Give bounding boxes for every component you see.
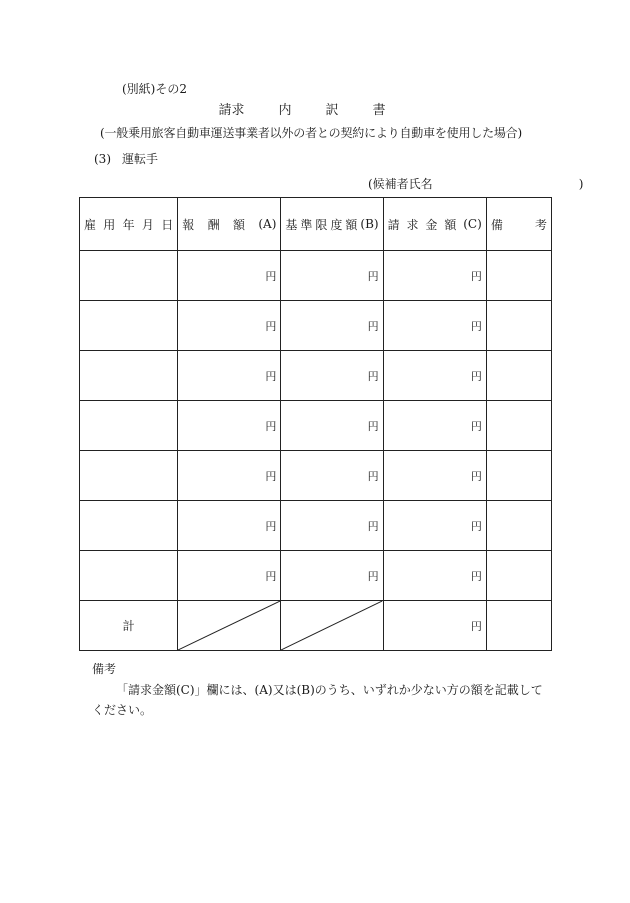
total-remarks[interactable] — [486, 601, 551, 651]
header-part: 用 — [103, 217, 116, 232]
candidate-name-field — [368, 175, 583, 192]
cell-remarks[interactable] — [486, 351, 551, 401]
table-row — [80, 501, 552, 551]
claim-breakdown-table — [79, 197, 552, 651]
header-part: 額 — [345, 217, 358, 232]
table-row — [80, 251, 552, 301]
header-part: 年 — [122, 217, 135, 232]
diagonal-strike — [178, 601, 280, 650]
header-part: 度 — [330, 217, 343, 232]
table-body — [80, 251, 552, 651]
cell-limit-b[interactable] — [281, 451, 383, 501]
header-part: 求 — [406, 217, 419, 232]
cell-claim-c[interactable] — [383, 401, 486, 451]
cell-remarks[interactable] — [486, 451, 551, 501]
header-part: 日 — [161, 217, 174, 232]
yen-unit: 円 — [265, 569, 277, 583]
notes-text: 「請求金額(C)」欄には、(A)又は(B)のうち、いずれか少ない方の額を記載してください。 — [92, 683, 543, 717]
header-part: 準 — [300, 217, 313, 232]
total-claim-c[interactable] — [383, 601, 486, 651]
header-part: 額 — [232, 217, 245, 232]
header-part: 基 — [285, 217, 298, 232]
cell-claim-c[interactable] — [383, 301, 486, 351]
title-char: 求 — [231, 103, 245, 118]
header-remuneration-a — [178, 198, 281, 251]
header-claim-c — [383, 198, 486, 251]
cell-limit-b[interactable] — [281, 251, 383, 301]
cell-remarks[interactable] — [486, 551, 551, 601]
cell-limit-b[interactable] — [281, 501, 383, 551]
yen-unit: 円 — [367, 269, 379, 283]
cell-remuneration-a[interactable] — [178, 501, 281, 551]
yen-unit: 円 — [367, 369, 379, 383]
notes-heading: 備考 — [92, 662, 117, 676]
cell-employment-date[interactable] — [80, 401, 178, 451]
header-part: 額 — [444, 217, 457, 232]
cell-claim-c[interactable] — [383, 501, 486, 551]
yen-unit: 円 — [470, 569, 482, 583]
title-char: 書 — [372, 103, 386, 118]
header-part: (B) — [360, 217, 379, 231]
header-part: 金 — [425, 217, 438, 232]
header-part: 酬 — [207, 217, 220, 232]
cell-employment-date[interactable] — [80, 301, 178, 351]
yen-unit: 円 — [265, 269, 277, 283]
cell-limit-b[interactable] — [281, 551, 383, 601]
header-employment-date — [80, 198, 178, 251]
cell-remuneration-a[interactable] — [178, 251, 281, 301]
yen-unit: 円 — [470, 419, 482, 433]
cell-remuneration-a[interactable] — [178, 551, 281, 601]
section-number: (3) — [94, 152, 111, 166]
header-part: (A) — [258, 217, 277, 231]
header-part: 報 — [182, 217, 195, 232]
table-row — [80, 351, 552, 401]
yen-unit: 円 — [367, 419, 379, 433]
cell-remarks[interactable] — [486, 501, 551, 551]
section-heading — [94, 150, 158, 167]
cell-employment-date[interactable] — [80, 501, 178, 551]
yen-unit: 円 — [470, 469, 482, 483]
cell-remarks[interactable] — [486, 301, 551, 351]
yen-unit: 円 — [265, 419, 277, 433]
cell-remuneration-a[interactable] — [178, 301, 281, 351]
cell-employment-date[interactable] — [80, 351, 178, 401]
header-part: 限 — [315, 217, 328, 232]
yen-unit: 円 — [265, 319, 277, 333]
cell-employment-date[interactable] — [80, 551, 178, 601]
cell-claim-c[interactable] — [383, 351, 486, 401]
yen-unit: 円 — [470, 319, 482, 333]
yen-unit: 円 — [470, 619, 482, 633]
candidate-label: (候補者氏名 — [368, 177, 433, 191]
section-label: 運転手 — [122, 152, 159, 166]
cell-remuneration-a[interactable] — [178, 451, 281, 501]
title-char: 訳 — [325, 103, 339, 118]
total-label: 計 — [122, 619, 135, 633]
document-subtitle: (一般乗用旅客自動車運送事業者以外の者との契約により自動車を使用した場合) — [100, 126, 522, 140]
title-char: 請 — [218, 103, 232, 118]
cell-limit-b[interactable] — [281, 351, 383, 401]
yen-unit: 円 — [367, 569, 379, 583]
yen-unit: 円 — [470, 519, 482, 533]
table-row — [80, 551, 552, 601]
header-part: 月 — [141, 217, 154, 232]
yen-unit: 円 — [367, 469, 379, 483]
annex-label: (別紙)その2 — [122, 82, 187, 96]
yen-unit: 円 — [367, 319, 379, 333]
cell-claim-c[interactable] — [383, 251, 486, 301]
header-part: 雇 — [84, 217, 97, 232]
cell-limit-b[interactable] — [281, 401, 383, 451]
document-title — [0, 99, 630, 118]
header-part: 考 — [534, 217, 547, 232]
cell-claim-c[interactable] — [383, 551, 486, 601]
yen-unit: 円 — [367, 519, 379, 533]
total-row — [80, 601, 552, 651]
table-row — [80, 301, 552, 351]
cell-employment-date[interactable] — [80, 251, 178, 301]
yen-unit: 円 — [265, 519, 277, 533]
cell-remarks[interactable] — [486, 401, 551, 451]
cell-remarks[interactable] — [486, 251, 551, 301]
table-row — [80, 401, 552, 451]
cell-remuneration-a[interactable] — [178, 401, 281, 451]
total-limit-slash — [281, 601, 383, 651]
cell-claim-c[interactable] — [383, 451, 486, 501]
diagonal-strike — [281, 601, 382, 650]
candidate-close: ) — [578, 177, 584, 191]
cell-employment-date[interactable] — [80, 451, 178, 501]
header-part: 備 — [490, 217, 503, 232]
yen-unit: 円 — [470, 369, 482, 383]
header-part: (C) — [463, 217, 482, 231]
yen-unit: 円 — [265, 469, 277, 483]
total-remuneration-slash — [178, 601, 281, 651]
cell-limit-b[interactable] — [281, 301, 383, 351]
yen-unit: 円 — [265, 369, 277, 383]
title-char: 内 — [278, 103, 292, 118]
header-remarks — [486, 198, 551, 251]
yen-unit: 円 — [470, 269, 482, 283]
cell-remuneration-a[interactable] — [178, 351, 281, 401]
total-label-cell — [80, 601, 178, 651]
table-row — [80, 451, 552, 501]
header-part: 請 — [387, 217, 400, 232]
table-header-row — [80, 198, 552, 251]
header-limit-b — [281, 198, 383, 251]
